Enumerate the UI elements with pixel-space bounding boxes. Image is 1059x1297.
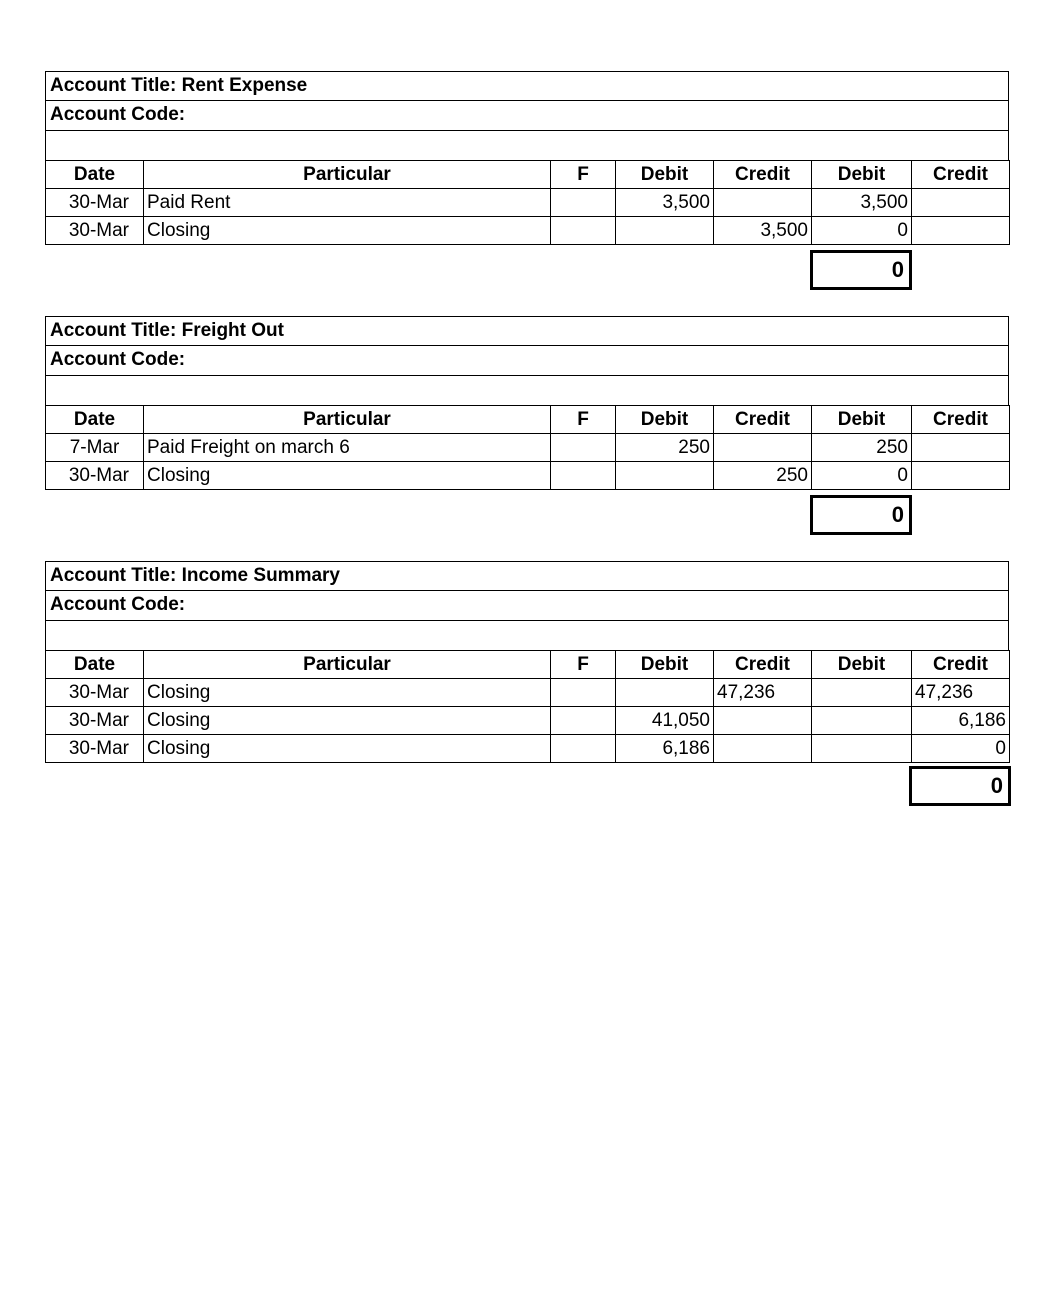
table-row <box>46 217 1010 245</box>
col-debit: Debit <box>616 161 714 189</box>
table-row <box>46 462 1010 490</box>
cell-date: 30-Mar <box>46 735 144 763</box>
table-row <box>46 735 1010 763</box>
column-header-row <box>46 651 1010 679</box>
column-header-row <box>46 161 1010 189</box>
cell-balance-debit <box>812 707 912 735</box>
final-balance-box: 0 <box>909 766 1011 806</box>
cell-balance-credit: 6,186 <box>912 707 1010 735</box>
ledger-freight-out <box>45 316 1009 490</box>
cell-balance-debit: 0 <box>812 217 912 245</box>
col-debit: Debit <box>616 406 714 434</box>
cell-folio <box>551 735 616 763</box>
final-balance-box: 0 <box>810 250 912 290</box>
table-row <box>46 707 1010 735</box>
account-code: Account Code: <box>45 346 1009 376</box>
cell-folio <box>551 462 616 490</box>
cell-balance-credit <box>912 189 1010 217</box>
col-date: Date <box>46 651 144 679</box>
cell-folio <box>551 189 616 217</box>
cell-credit <box>714 735 812 763</box>
cell-debit <box>616 679 714 707</box>
cell-balance-debit: 3,500 <box>812 189 912 217</box>
cell-balance-debit: 0 <box>812 462 912 490</box>
cell-folio <box>551 217 616 245</box>
final-balance-box: 0 <box>810 495 912 535</box>
account-title: Account Title: Rent Expense <box>45 71 1009 101</box>
cell-date: 7-Mar <box>46 434 144 462</box>
account-code: Account Code: <box>45 591 1009 621</box>
col-particular: Particular <box>144 651 551 679</box>
col-debit: Debit <box>616 651 714 679</box>
cell-debit: 250 <box>616 434 714 462</box>
cell-date: 30-Mar <box>46 707 144 735</box>
cell-particular: Paid Rent <box>144 189 551 217</box>
cell-credit <box>714 707 812 735</box>
col-date: Date <box>46 161 144 189</box>
col-balance-credit: Credit <box>912 406 1010 434</box>
cell-debit <box>616 217 714 245</box>
col-credit: Credit <box>714 651 812 679</box>
table-row <box>46 679 1010 707</box>
cell-particular: Closing <box>144 679 551 707</box>
cell-balance-credit: 0 <box>912 735 1010 763</box>
cell-date: 30-Mar <box>46 189 144 217</box>
ledger-table <box>45 405 1010 490</box>
col-balance-debit: Debit <box>812 406 912 434</box>
column-header-row <box>46 406 1010 434</box>
col-folio: F <box>551 406 616 434</box>
cell-debit <box>616 462 714 490</box>
cell-credit <box>714 189 812 217</box>
col-date: Date <box>46 406 144 434</box>
col-particular: Particular <box>144 406 551 434</box>
account-code: Account Code: <box>45 101 1009 131</box>
cell-balance-debit: 250 <box>812 434 912 462</box>
col-folio: F <box>551 651 616 679</box>
cell-credit <box>714 434 812 462</box>
ledger-rent-expense <box>45 71 1009 245</box>
cell-particular: Closing <box>144 735 551 763</box>
blank-row <box>45 621 1009 651</box>
cell-date: 30-Mar <box>46 217 144 245</box>
cell-credit: 3,500 <box>714 217 812 245</box>
cell-folio <box>551 679 616 707</box>
col-particular: Particular <box>144 161 551 189</box>
cell-date: 30-Mar <box>46 679 144 707</box>
col-balance-debit: Debit <box>812 651 912 679</box>
cell-folio <box>551 707 616 735</box>
ledger-income-summary <box>45 561 1009 763</box>
cell-particular: Closing <box>144 217 551 245</box>
cell-particular: Closing <box>144 462 551 490</box>
account-title: Account Title: Income Summary <box>45 561 1009 591</box>
cell-credit: 47,236 <box>714 679 812 707</box>
ledger-table <box>45 160 1010 245</box>
cell-balance-debit <box>812 679 912 707</box>
cell-credit: 250 <box>714 462 812 490</box>
cell-date: 30-Mar <box>46 462 144 490</box>
cell-particular: Closing <box>144 707 551 735</box>
cell-balance-debit <box>812 735 912 763</box>
cell-balance-credit <box>912 462 1010 490</box>
cell-debit: 41,050 <box>616 707 714 735</box>
blank-row <box>45 376 1009 406</box>
cell-balance-credit <box>912 434 1010 462</box>
cell-balance-credit: 47,236 <box>912 679 1010 707</box>
blank-row <box>45 131 1009 161</box>
ledger-table <box>45 650 1010 763</box>
table-row <box>46 434 1010 462</box>
col-folio: F <box>551 161 616 189</box>
col-balance-credit: Credit <box>912 161 1010 189</box>
cell-debit: 6,186 <box>616 735 714 763</box>
col-balance-debit: Debit <box>812 161 912 189</box>
table-row <box>46 189 1010 217</box>
cell-debit: 3,500 <box>616 189 714 217</box>
col-balance-credit: Credit <box>912 651 1010 679</box>
cell-balance-credit <box>912 217 1010 245</box>
col-credit: Credit <box>714 406 812 434</box>
cell-folio <box>551 434 616 462</box>
col-credit: Credit <box>714 161 812 189</box>
account-title: Account Title: Freight Out <box>45 316 1009 346</box>
cell-particular: Paid Freight on march 6 <box>144 434 551 462</box>
